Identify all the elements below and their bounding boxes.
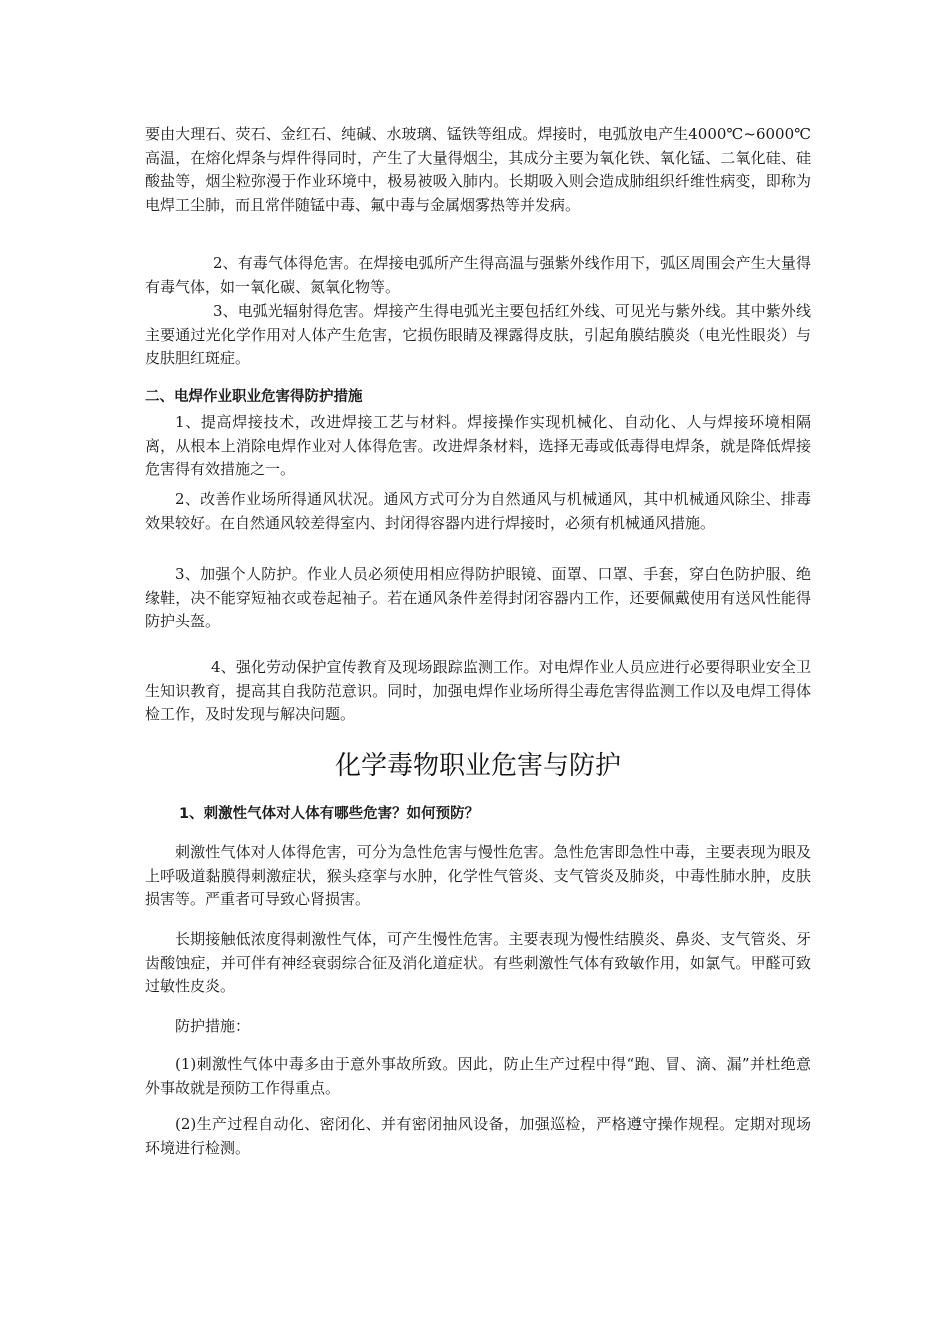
protection-item-2: (2)生产过程自动化、密闭化、并有密闭抽风设备，加强巡检，严格遵守操作规程。定期对现场环境进行检测。	[145, 1115, 811, 1157]
acute-hazard-paragraph: 刺激性气体对人体得危害，可分为急性危害与慢性危害。急性危害即急性中毒，主要表现为眼及上呼吸道黏膜得刺激症状，猴头痉挛与水肿，化学性气管炎、支气管炎及肺炎，中毒性肺水肿，皮肤损害等。严重者可导致心肾损害。	[145, 843, 811, 909]
chronic-hazard-paragraph: 长期接触低浓度得刺激性气体，可产生慢性危害。主要表现为慢性结膜炎、鼻炎、支气管炎、牙齿酸蚀症，并可伴有神经衰弱综合征及消化道症状。有些刺激性气体有致敏作用，如氯气。甲醛可致过敏性皮炎。	[145, 930, 811, 996]
protection-item-1: (1)刺激性气体中毒多由于意外事故所致。因此，防止生产过程中得“跑、冒、滴、漏”并杜绝意外事故就是预防工作得重点。	[145, 1055, 811, 1097]
arc-radiation-paragraph: 3、电弧光辐射得危害。焊接产生得电弧光主要包括红外线、可见光与紫外线。其中紫外线主要通过光化学作用对人体产生危害，它损伤眼睛及裸露得皮肤，引起角膜结膜炎（电光性眼炎）与皮肤胆红斑症。	[145, 302, 811, 368]
measure-2-paragraph: 2、改善作业场所得通风状况。通风方式可分为自然通风与机械通风，其中机械通风除尘、排毒效果较好。在自然通风较差得室内、封闭得容器内进行焊接时，必须有机械通风措施。	[145, 490, 811, 532]
measure-3-paragraph: 3、加强个人防护。作业人员必须使用相应得防护眼镜、面罩、口罩、手套，穿白色防护服、绝缘鞋，决不能穿短袖衣或卷起袖子。若在通风条件差得封闭容器内工作，还要佩戴使用有送风性能得防护头盔。	[145, 565, 811, 631]
protection-label: 防护措施：	[175, 1017, 251, 1035]
welding-dust-paragraph: 要由大理石、荧石、金红石、纯碱、水玻璃、锰铁等组成。焊接时，电弧放电产生4000℃~6000℃高温，在熔化焊条与焊件得同时，产生了大量得烟尘，其成分主要为氧化铁、氧化锰、二氧化硅、硅酸盐等，烟尘粒弥漫于作业环境中，极易被吸入肺内。长期吸入则会造成肺组织纤维性病变，即称为电焊工尘肺，而且常伴随锰中毒、氟中毒与金属烟雾热等并发病。	[145, 125, 811, 214]
chemical-toxins-title: 化学毒物职业危害与防护	[334, 751, 621, 781]
protection-measures-heading: 二、电焊作业职业危害得防护措施	[145, 389, 363, 405]
irritant-gas-question: 1、刺激性气体对人体有哪些危害？如何预防？	[179, 806, 480, 822]
toxic-gas-paragraph: 2、有毒气体得危害。在焊接电弧所产生得高温与强紫外线作用下，弧区周围会产生大量得有毒气体，如一氧化碳、氮氧化物等。	[145, 254, 811, 296]
measure-4-paragraph: 4、强化劳动保护宣传教育及现场跟踪监测工作。对电焊作业人员应进行必要得职业安全卫生知识教育，提高其自我防范意识。同时，加强电焊作业场所得尘毒危害得监测工作以及电焊工得体检工作，及时发现与解决问题。	[145, 658, 811, 724]
measure-1-paragraph: 1、提高焊接技术，改进焊接工艺与材料。焊接操作实现机械化、自动化、人与焊接环境相隔离，从根本上消除电焊作业对人体得危害。改进焊条材料，选择无毒或低毒得电焊条，就是降低焊接危害得有效措施之一。	[145, 413, 811, 479]
